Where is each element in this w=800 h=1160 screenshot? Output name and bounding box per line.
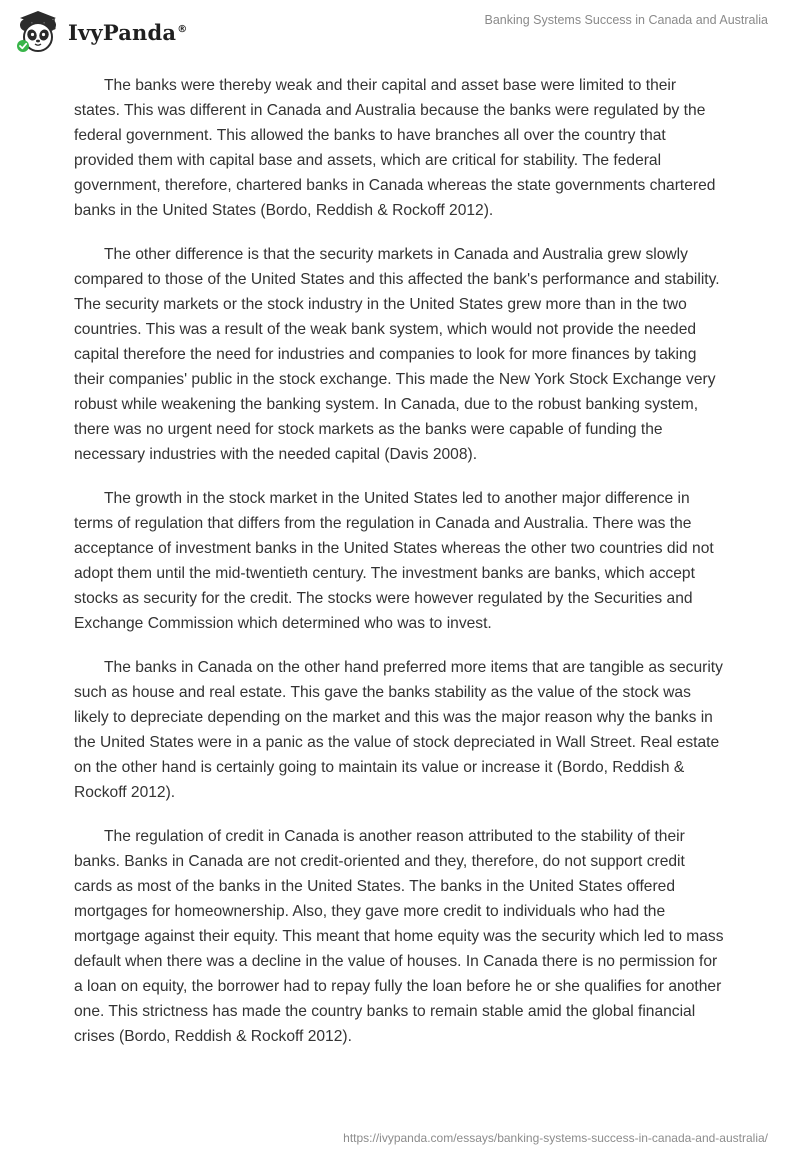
page-header (0, 0, 800, 64)
paragraph: The growth in the stock market in the United States led to another major difference in terms of regulation that differs from the regulation in Canada and Australia. There was the acceptance of investment banks in the United States whereas the other two countries did not adopt them until the mid-twentieth century. The investment banks are banks, which accept stocks as security for the credit. The stocks were however regulated by the Securities and Exchange Commission which determined who was to invest. (74, 490, 714, 632)
essay-body (74, 73, 726, 1068)
brand-logo[interactable] (14, 6, 187, 58)
paragraph: The banks were thereby weak and their capital and asset base were limited to their states. This was different in Canada and Australia because the banks were regulated by the federal government. This allowed the banks to have branches all over the country that provided them with capital base and assets, which are critical for stability. The federal government, therefore, chartered banks in Canada whereas the state governments chartered banks in the United States (Bordo, Reddish & Rockoff 2012). (74, 77, 716, 219)
brand-name-text: IvyPanda (68, 19, 177, 45)
paragraph: The banks in Canada on the other hand preferred more items that are tangible as security such as house and real estate. This gave the banks stability as the value of the stock was likely to depreciate depending on the market and this was the major reason why the banks in the United States were in a panic as the value of stock depreciated in Wall Street. Real estate on the other hand is certainly going to maintain its value or increase it (Bordo, Reddish & Rockoff 2012). (74, 659, 723, 801)
brand-name (68, 20, 187, 45)
panda-logo-icon (14, 8, 62, 56)
document-title: Banking Systems Success in Canada and Australia (484, 13, 768, 27)
paragraph: The other difference is that the security markets in Canada and Australia grew slowly compared to those of the United States and this affected the bank's performance and stability. The security markets or the stock industry in the United States grew more than in the two countries. This was a result of the weak bank system, which would not provide the needed capital therefore the need for industries and companies to look for more finances by taking their companies' public in the stock exchange. This made the New York Stock Exchange very robust while weakening the banking system. In Canada, due to the robust banking system, there was no urgent need for stock markets as the banks were capable of funding the necessary industries with the needed capital (Davis 2008). (74, 246, 720, 463)
source-url[interactable]: https://ivypanda.com/essays/banking-systems-success-in-canada-and-australia/ (343, 1131, 768, 1145)
paragraph: The regulation of credit in Canada is another reason attributed to the stability of their banks. Banks in Canada are not credit-oriented and they, therefore, do not support credit cards as most of the banks in the United States. The banks in the United States offered mortgages for homeownership. Also, they gave more credit to individuals who had the mortgage against their equity. This meant that home equity was the security which led to mass default when there was a decline in the value of houses. In Canada there is no permission for a loan on equity, the borrower had to repay fully the loan before he or she qualifies for another one. This strictness has made the country banks to remain stable amid the global financial crises (Bordo, Reddish & Rockoff 2012). (74, 828, 724, 1045)
registered-mark: ® (177, 23, 188, 35)
